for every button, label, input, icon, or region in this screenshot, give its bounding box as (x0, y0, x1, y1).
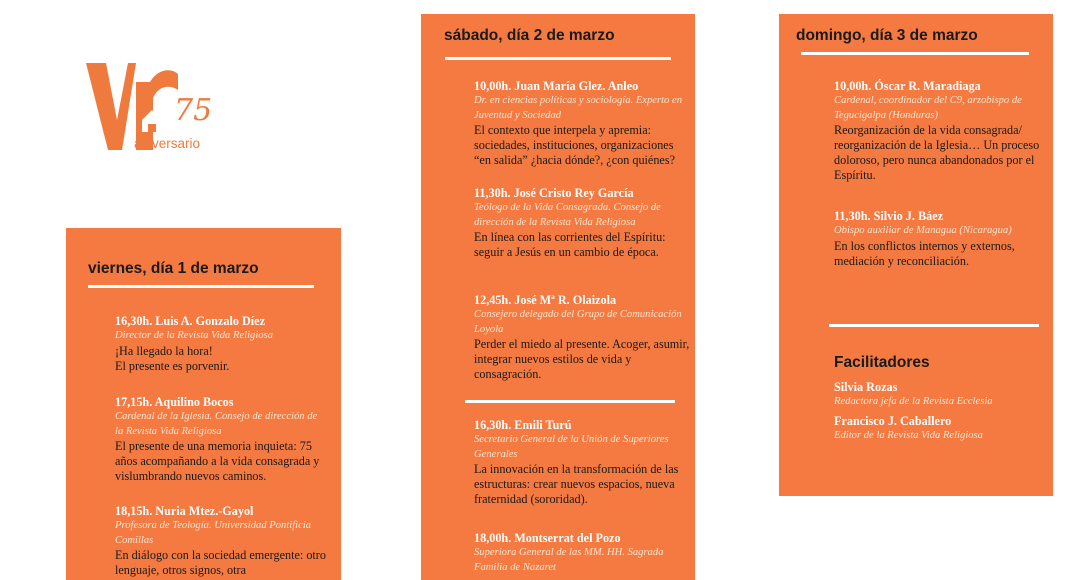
session-head: 18,00h. Montserrat del Pozo (474, 531, 621, 545)
saturday-session-5 (474, 531, 690, 575)
facilitator-role: Editor de la Revista Vida Religiosa (834, 430, 983, 441)
facilitator-name: Silvia Rozas (834, 380, 898, 394)
session-role: Obispo auxiliar de Managua (Nicaragua) (834, 225, 1012, 236)
facilitators-title: Facilitadores (834, 354, 930, 371)
session-role: Director de la Revista Vida Religiosa (115, 330, 273, 341)
saturday-session-2 (474, 186, 690, 260)
session-text: En diálogo con la sociedad emergente: otro lenguaje, otros signos, otra (115, 548, 326, 577)
saturday-title: sábado, día 2 de marzo (444, 27, 615, 44)
friday-divider (88, 285, 314, 288)
logo-graphic (86, 60, 216, 155)
sunday-title: domingo, día 3 de marzo (796, 27, 978, 44)
session-role: Cardenal de la Iglesia. Consejo de dirección de la Revista Vida Religiosa (115, 411, 318, 437)
session-head: 11,30h. José Cristo Rey García (474, 186, 634, 200)
saturday-session-4 (474, 418, 690, 507)
session-head: 11,30h. Silvio J. Báez (834, 209, 944, 223)
session-role: Consejero delegado del Grupo de Comunicación Loyola (474, 309, 682, 335)
session-head: 17,15h. Aquilino Bocos (115, 395, 234, 409)
sunday-session-2 (834, 209, 1050, 269)
session-head: 12,45h. José Mª R. Olaizola (474, 293, 617, 307)
session-text: En los conflictos internos y externos, mediación y reconciliación. (834, 238, 1015, 268)
saturday-top-divider (445, 57, 671, 60)
sunday-top-divider (801, 52, 1029, 55)
session-role: Secretario General de la Unión de Superiores Generales (474, 434, 669, 460)
session-head: 16,30h. Luis A. Gonzalo Díez (115, 314, 265, 328)
session-text: En línea con las corrientes del Espíritu: seguir a Jesús en un cambio de época. (474, 230, 666, 259)
session-text: Perder el miedo al presente. Acoger, asumir, integrar nuevos estilos de vida y consagración. (474, 337, 690, 381)
session-text: Reorganización de la vida consagrada/ reorganización de la Iglesia… Un proceso doloroso, pero nunca abandonados por el Espíritu. (834, 123, 1040, 182)
saturday-session-3 (474, 293, 690, 382)
friday-title: viernes, día 1 de marzo (88, 260, 259, 277)
session-text: El presente de una memoria inquieta: 75 años acompañando a la vida consagrada y vislumbrando nuevos caminos. (115, 439, 320, 483)
session-text: El contexto que interpela y apremia: sociedades, instituciones, organizaciones “en salida” ¿hacia dónde?, ¿con quiénes? (474, 123, 675, 167)
sunday-session-1 (834, 79, 1050, 183)
sunday-mid-divider (829, 324, 1039, 327)
friday-panel (66, 228, 341, 580)
session-role: Teólogo de la Vida Consagrada. Consejo de dirección de la Revista Vida Religiosa (474, 202, 661, 228)
logo-number: 75 (174, 93, 213, 128)
session-role: Superiora General de las MM. HH. Sagrada Familia de Nazaret (474, 547, 664, 573)
facilitator-1 (834, 380, 1050, 410)
friday-session-3 (115, 504, 327, 578)
saturday-panel (421, 14, 695, 580)
facilitator-name: Francisco J. Caballero (834, 414, 952, 428)
friday-session-1 (115, 314, 327, 374)
session-head: 10,00h. Óscar R. Maradiaga (834, 79, 981, 93)
session-role: Profesora de Teología. Universidad Pontificia Comillas (115, 520, 312, 546)
facilitator-2 (834, 414, 1050, 444)
session-role: Cardenal, coordinador del C9, arzobispo de Tegucigalpa (Honduras) (834, 95, 1022, 121)
session-role: Dr. en ciencias políticas y sociología. Experto en Juventud y Sociedad (474, 95, 683, 121)
session-head: 16,30h. Emili Turú (474, 418, 572, 432)
session-text: La innovación en la transformación de las estructuras: crear nuevos espacios, nueva fraternidad (sororidad). (474, 462, 679, 506)
facilitator-role: Redactora jefa de la Revista Ecclesia (834, 396, 993, 407)
saturday-session-1 (474, 79, 690, 168)
anniversary-logo (86, 60, 216, 155)
sunday-panel (779, 14, 1053, 496)
session-head: 10,00h. Juan María Glez. Anleo (474, 79, 639, 93)
logo-word: aniversario (134, 136, 201, 151)
session-text: ¡Ha llegado la hora! El presente es porvenir. (115, 343, 230, 373)
friday-session-2 (115, 395, 327, 484)
session-head: 18,15h. Nuria Mtez.-Gayol (115, 504, 254, 518)
saturday-mid-divider (465, 400, 675, 403)
